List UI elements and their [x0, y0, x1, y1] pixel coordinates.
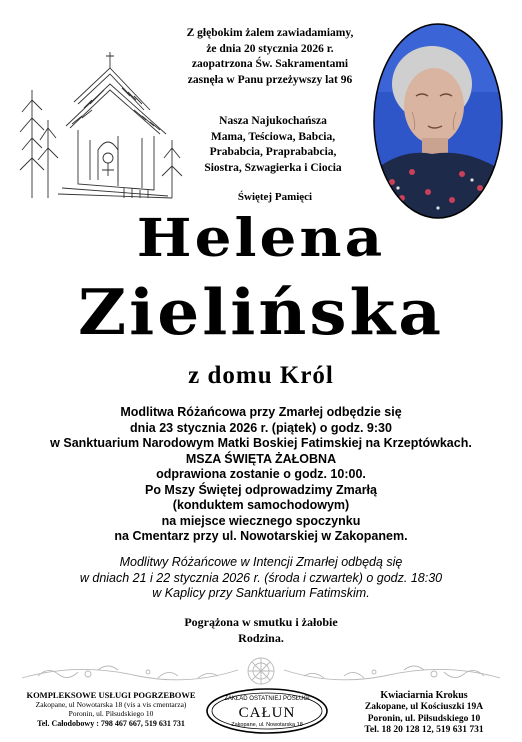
funeral-services-address-2: Poronin, ul. Piłsudskiego 10 [68, 709, 154, 718]
florist-title: Kwiaciarnia Krokus [380, 690, 468, 701]
intro-line: że dnia 20 stycznia 2026 r. [206, 42, 334, 55]
ceremony-line: odprawiona zostanie o godz. 10:00. [156, 467, 366, 481]
folk-ornament-divider [18, 656, 504, 686]
ceremony-line: Po Mszy Świętej odprowadzimy Zmarłą [144, 482, 377, 497]
family-relations [178, 114, 368, 176]
intro-line: zaopatrzona Św. Sakramentami [191, 58, 349, 70]
prayers-line: w dniach 21 i 22 stycznia 2026 r. (środa i czwartek) o godz. 18:30 [79, 570, 443, 585]
ceremony-line: na miejsce wiecznego spoczynku [161, 513, 361, 528]
calun-logo [204, 686, 330, 736]
mourning-signature [0, 614, 522, 646]
funeral-services-ad [8, 690, 214, 729]
ceremony-line: Modlitwa Różańcowa przy Zmarłej odbędzie się [120, 405, 402, 419]
announcement-intro [170, 26, 370, 88]
portrait-photo [372, 22, 504, 220]
maiden-name: z domu Król [188, 362, 334, 389]
relations-line: Prababcia, Praprababcia, [209, 146, 337, 158]
ceremony-line: (konduktem samochodowym) [172, 498, 350, 512]
ceremony-line: MSZA ŚWIĘTA ŻAŁOBNA [185, 451, 337, 466]
rosary-prayers-info [0, 555, 522, 602]
calun-logo-bottom: Zakopane, ul. Nowotarska 18 [231, 722, 303, 728]
ceremony-details [0, 405, 522, 545]
relations-line: Siostra, Szwagierka i Ciocia [204, 161, 342, 174]
in-memory-label: Świętej Pamięci [237, 191, 313, 203]
ceremony-line: w Sanktuarium Narodowym Matki Boskiej Fatimskiej na Krzeptówkach. [50, 436, 472, 450]
mourning-line: Rodzina. [238, 631, 284, 645]
intro-line: Z głębokim żalem zawiadamiamy, [186, 27, 354, 39]
intro-line: zasnęła w Panu przeżywszy lat 96 [187, 73, 353, 86]
florist-phone: Tel. 18 20 128 12, 519 631 731 [364, 725, 484, 735]
calun-logo-name: CAŁUN [238, 705, 296, 721]
florist-address-2: Poronin, ul. Piłsudskiego 10 [367, 713, 481, 724]
calun-logo-top: ZAKŁAD OSTATNIEJ POSŁUGI [224, 696, 310, 702]
relations-line: Nasza Najukochańsza [219, 115, 327, 127]
chapel-drawing [18, 30, 184, 200]
relations-line: Mama, Teściowa, Babcia, [210, 130, 336, 143]
ceremony-line: na Cmentarz przy ul. Nowotarskiej w Zakopanem. [114, 529, 408, 543]
deceased-last-name: Zielińska [77, 274, 445, 350]
prayers-line: Modlitwy Różańcowe w Intencji Zmarłej odbędą się [119, 555, 403, 569]
funeral-services-phone: Tel. Całodobowy : 798 467 667, 519 631 731 [37, 719, 185, 728]
florist-address: Zakopane, ul Kościuszki 19A [364, 702, 484, 712]
ceremony-line: dnia 23 stycznia 2026 r. (piątek) o godz. 9:30 [130, 420, 392, 435]
funeral-services-address: Zakopane, ul Nowotarska 18 (vis a vis cmentarza) [35, 700, 187, 709]
funeral-services-title: KOMPLEKSOWE USŁUGI POGRZEBOWE [26, 690, 196, 700]
mourning-line: Pogrążona w smutku i żałobie [184, 615, 338, 629]
florist-ad [334, 690, 514, 737]
deceased-first-name: Helena [136, 207, 386, 269]
prayers-line: w Kaplicy przy Sanktuarium Fatimskim. [152, 586, 370, 600]
